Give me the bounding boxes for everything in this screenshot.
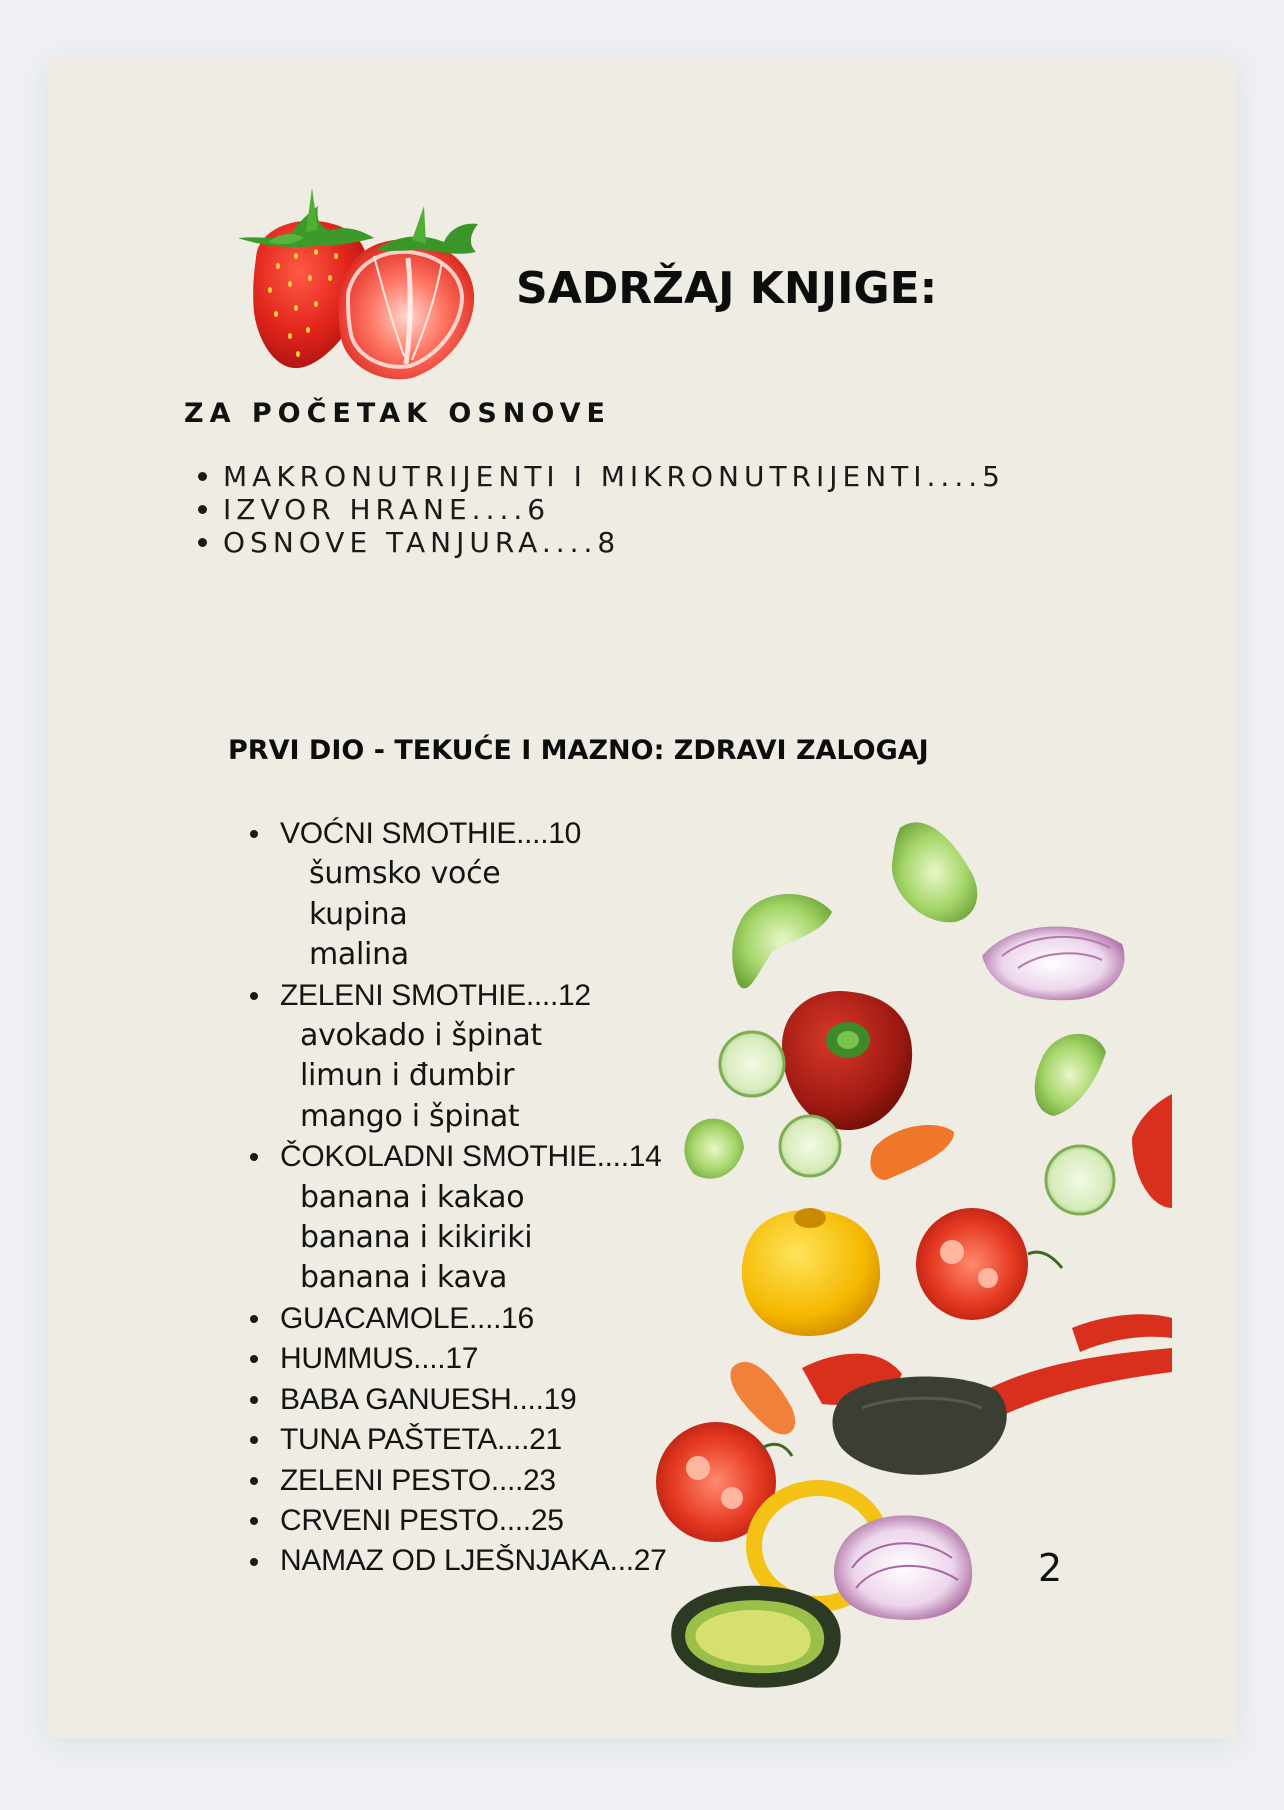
section-heading-basics: ZA POČETAK OSNOVE — [184, 398, 611, 429]
strawberry-image — [198, 166, 498, 386]
toc-item — [248, 1137, 667, 1299]
basics-list — [198, 460, 1005, 559]
bullet-icon — [250, 1355, 258, 1363]
list-item-label: IZVOR HRANE....6 — [223, 493, 551, 526]
vegetables-image — [652, 808, 1172, 1688]
toc-item-label: GUACAMOLE....16 — [280, 1301, 534, 1335]
toc-item-label: NAMAZ OD LJEŠNJAKA...27 — [280, 1544, 667, 1578]
toc-subitem: mango i špinat — [300, 1098, 520, 1134]
toc-subitem: avokado i špinat — [300, 1018, 542, 1054]
page-number: 2 — [1038, 1546, 1063, 1590]
toc-subitem: kupina — [309, 896, 408, 932]
toc-item — [248, 1380, 667, 1420]
bullet-icon — [198, 538, 207, 547]
toc-item-label: HUMMUS....17 — [280, 1342, 479, 1376]
toc-item — [248, 976, 667, 1138]
bullet-icon — [250, 830, 258, 838]
toc-item — [248, 1339, 667, 1379]
bullet-icon — [198, 505, 207, 514]
list-item-label: OSNOVE TANJURA....8 — [223, 526, 621, 559]
toc-item — [248, 1299, 667, 1339]
toc-item — [248, 814, 667, 976]
toc-item-label: CRVENI PESTO....25 — [280, 1503, 564, 1537]
bullet-icon — [250, 1517, 258, 1525]
toc-subitem: banana i kakao — [300, 1179, 525, 1215]
toc-item-label: BABA GANUESH....19 — [280, 1382, 577, 1416]
toc-subitem: šumsko voće — [309, 856, 501, 892]
section-heading-part1: PRVI DIO - TEKUĆE I MAZNO: ZDRAVI ZALOGAJ — [228, 735, 929, 766]
toc-sublist — [248, 854, 667, 975]
toc-item — [248, 1420, 667, 1460]
toc-item-label: ČOKOLADNI SMOTHIE....14 — [280, 1140, 662, 1174]
bullet-icon — [198, 472, 207, 481]
toc-item-label: TUNA PAŠTETA....21 — [280, 1423, 562, 1457]
toc-subitem: malina — [309, 937, 409, 973]
bullet-icon — [250, 1153, 258, 1161]
list-item — [198, 493, 1005, 526]
toc-subitem: banana i kikiriki — [300, 1220, 533, 1256]
list-item — [198, 526, 1005, 559]
bullet-icon — [250, 992, 258, 1000]
bullet-icon — [250, 1315, 258, 1323]
bullet-icon — [250, 1396, 258, 1404]
toc-subitem: limun i đumbir — [300, 1058, 515, 1094]
list-item — [198, 460, 1005, 493]
toc-item-label: ZELENI SMOTHIE....12 — [280, 978, 591, 1012]
bullet-icon — [250, 1477, 258, 1485]
toc-sublist — [248, 1016, 667, 1137]
book-page — [48, 58, 1236, 1738]
bullet-icon — [250, 1558, 258, 1566]
bullet-icon — [250, 1436, 258, 1444]
toc-item — [248, 1461, 667, 1501]
toc-subitem: banana i kava — [300, 1260, 508, 1296]
toc-sublist — [248, 1178, 667, 1299]
toc-item — [248, 1501, 667, 1541]
toc-item-label: VOĆNI SMOTHIE....10 — [280, 817, 582, 850]
page-title: SADRŽAJ KNJIGE: — [516, 263, 938, 314]
part1-toc-list — [248, 814, 667, 1582]
list-item-label: MAKRONUTRIJENTI I MIKRONUTRIJENTI....5 — [223, 460, 1005, 493]
toc-item — [248, 1541, 667, 1581]
toc-item-label: ZELENI PESTO....23 — [280, 1463, 556, 1497]
